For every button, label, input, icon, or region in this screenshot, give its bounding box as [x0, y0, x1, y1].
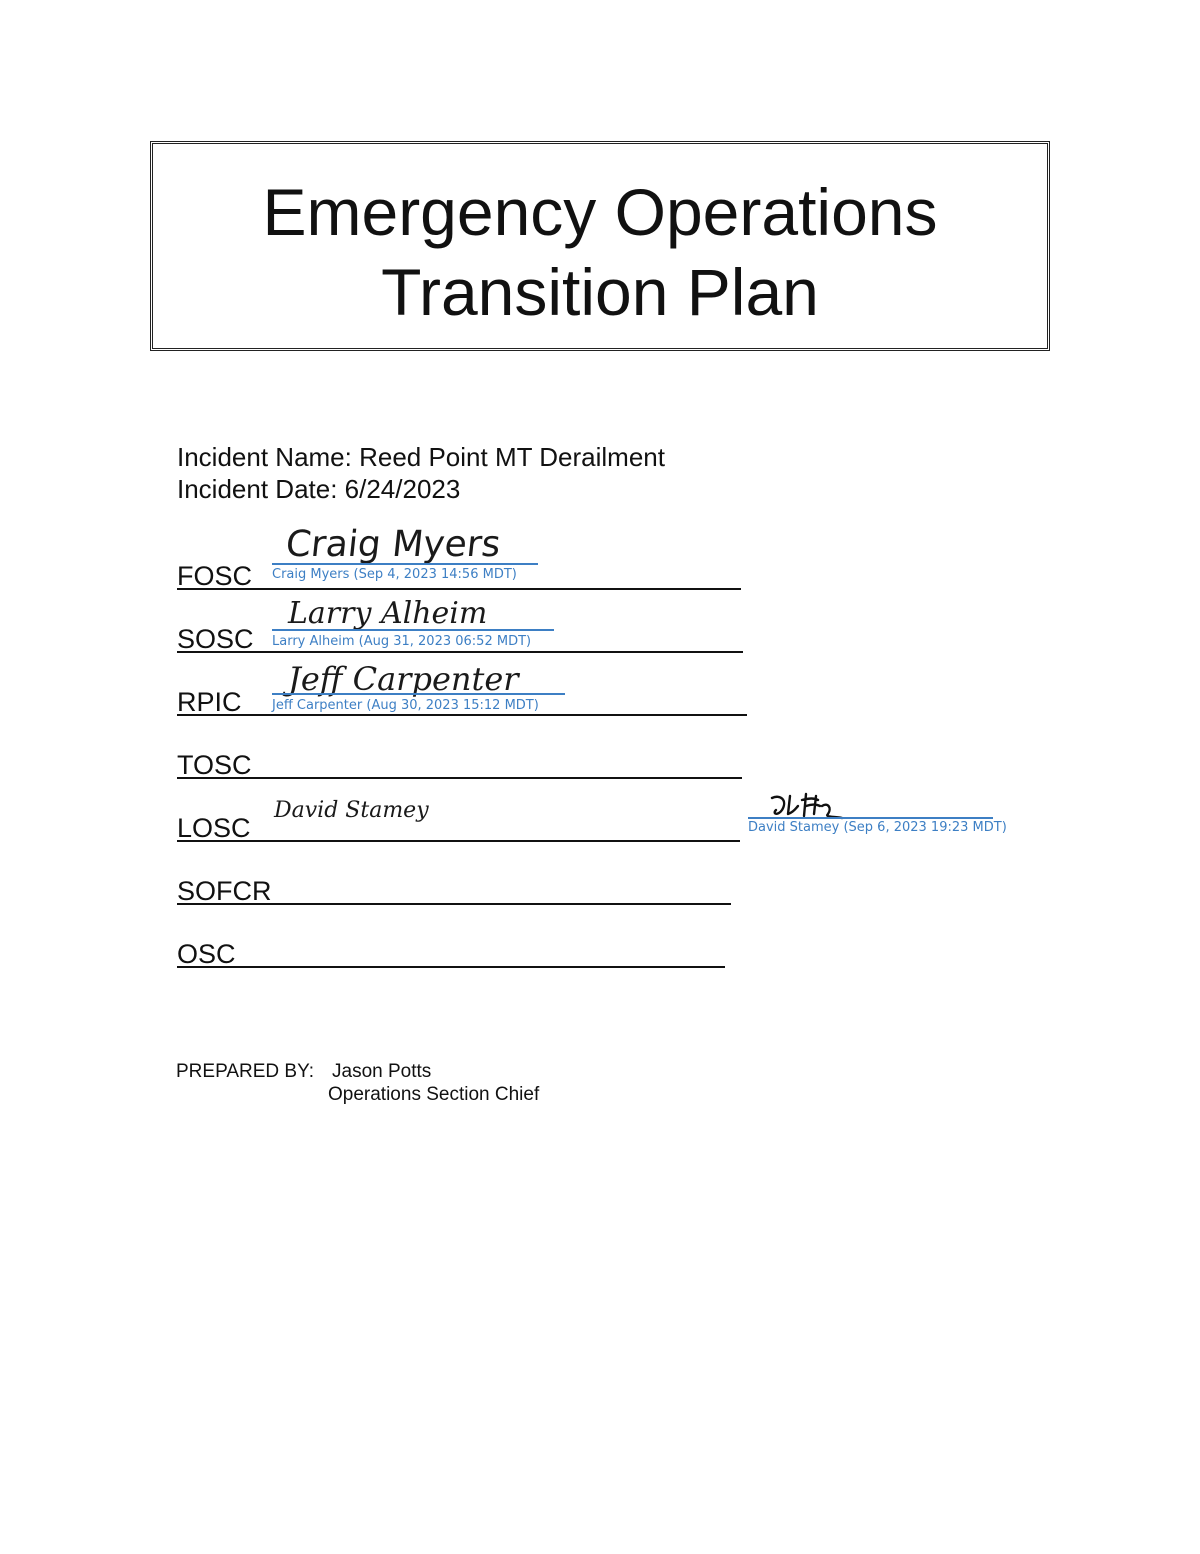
- rpic-signature-line: [272, 693, 565, 695]
- osc-label: OSC: [177, 939, 236, 969]
- losc-handwritten-signature: David Stamey: [274, 798, 429, 823]
- prepared-by-title: Operations Section Chief: [328, 1084, 540, 1105]
- fosc-handwritten-signature: Craig Myers: [283, 524, 503, 565]
- fosc-label: FOSC: [177, 561, 253, 591]
- losc-signature-caption: David Stamey (Sep 6, 2023 19:23 MDT): [748, 820, 1007, 835]
- document-title-line-2: Transition Plan: [381, 255, 819, 329]
- rpic-signature-caption: Jeff Carpenter (Aug 30, 2023 15:12 MDT): [272, 698, 539, 713]
- rpic-handwritten-signature: Jeff Carpenter: [288, 660, 519, 698]
- sosc-handwritten-signature: Larry Alheim: [288, 596, 488, 631]
- losc-underline: [177, 840, 740, 842]
- losc-label: LOSC: [177, 813, 251, 843]
- incident-name: Incident Name: Reed Point MT Derailment: [177, 442, 665, 472]
- fosc-signature-caption: Craig Myers (Sep 4, 2023 14:56 MDT): [272, 567, 517, 582]
- fosc-signature-line: [272, 563, 538, 565]
- sosc-label: SOSC: [177, 624, 254, 654]
- rpic-underline: [177, 714, 747, 716]
- prepared-by-label: PREPARED BY:: [176, 1061, 314, 1082]
- prepared-by-name: Jason Potts: [332, 1061, 432, 1082]
- incident-date: Incident Date: 6/24/2023: [177, 474, 461, 504]
- sosc-signature-line: [272, 629, 554, 631]
- sosc-signature-caption: Larry Alheim (Aug 31, 2023 06:52 MDT): [272, 634, 532, 649]
- tosc-underline: [177, 777, 742, 779]
- tosc-label: TOSC: [177, 750, 252, 780]
- fosc-underline: [177, 588, 741, 590]
- rpic-label: RPIC: [177, 687, 242, 717]
- osc-underline: [177, 966, 725, 968]
- document-title-line-1: Emergency Operations: [262, 175, 938, 249]
- document-title-box: [150, 141, 1050, 351]
- sosc-underline: [177, 651, 743, 653]
- sofcr-underline: [177, 903, 731, 905]
- losc-signature-line: [748, 817, 993, 819]
- sofcr-label: SOFCR: [177, 876, 272, 906]
